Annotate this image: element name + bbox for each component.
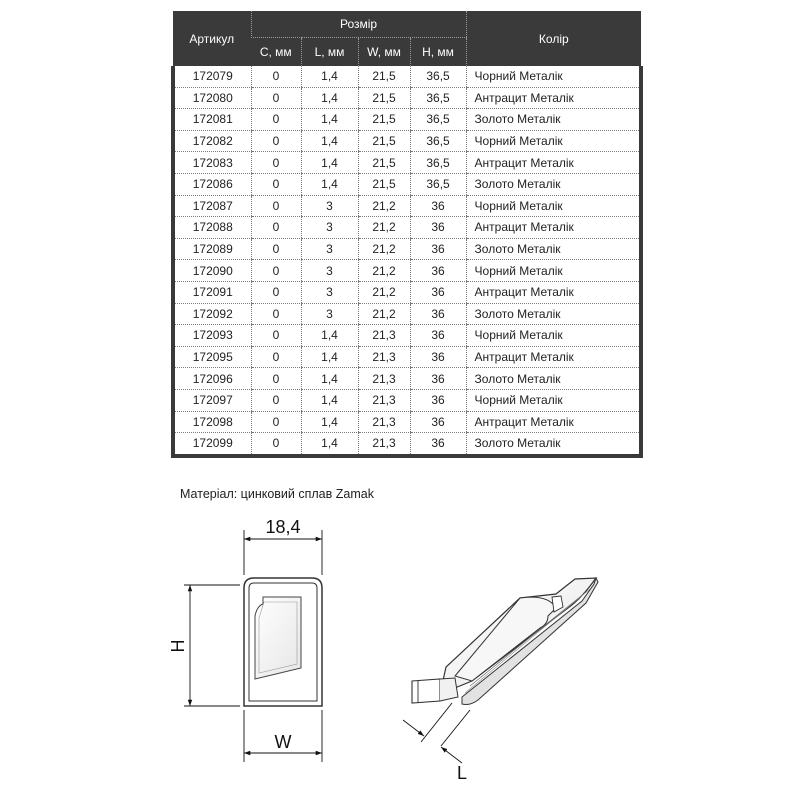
cell-l: 1,4 [301, 368, 358, 390]
cell-c: 0 [251, 238, 301, 260]
cell-c: 0 [251, 433, 301, 456]
dim-top-label: 18,4 [265, 517, 301, 537]
cell-article: 172083 [173, 152, 251, 174]
table-row [173, 152, 641, 174]
cell-color: Чорний Металік [466, 325, 641, 347]
dim-l-label: L [456, 763, 468, 783]
header-color: Колір [466, 11, 641, 66]
cell-article: 172098 [173, 411, 251, 433]
dim-width-label: W [274, 732, 292, 752]
cell-w: 21,5 [358, 87, 410, 109]
cell-color: Антрацит Металік [466, 411, 641, 433]
cell-article: 172080 [173, 87, 251, 109]
cell-article: 172090 [173, 260, 251, 282]
cell-h: 36 [410, 217, 466, 239]
cell-article: 172081 [173, 109, 251, 131]
table-row [173, 66, 641, 87]
cell-c: 0 [251, 260, 301, 282]
cell-c: 0 [251, 152, 301, 174]
table-row [173, 433, 641, 456]
dim-height-label: H [168, 639, 188, 653]
cell-l: 1,4 [301, 346, 358, 368]
cell-l: 1,4 [301, 87, 358, 109]
cell-w: 21,2 [358, 281, 410, 303]
table-row [173, 389, 641, 411]
cell-w: 21,3 [358, 411, 410, 433]
cell-c: 0 [251, 325, 301, 347]
cell-h: 36 [410, 325, 466, 347]
table-row [173, 346, 641, 368]
cell-color: Антрацит Металік [466, 152, 641, 174]
cell-w: 21,5 [358, 66, 410, 87]
cell-w: 21,5 [358, 173, 410, 195]
cell-h: 36,5 [410, 173, 466, 195]
cell-c: 0 [251, 303, 301, 325]
cell-w: 21,3 [358, 389, 410, 411]
cell-c: 0 [251, 87, 301, 109]
table-row [173, 173, 641, 195]
cell-w: 21,5 [358, 130, 410, 152]
cell-h: 36 [410, 195, 466, 217]
cell-c: 0 [251, 281, 301, 303]
cell-l: 1,4 [301, 130, 358, 152]
cell-article: 172087 [173, 195, 251, 217]
cell-color: Золото Металік [466, 368, 641, 390]
header-article: Артикул [173, 11, 251, 66]
cell-c: 0 [251, 195, 301, 217]
cell-article: 172091 [173, 281, 251, 303]
cell-color: Золото Металік [466, 173, 641, 195]
cell-l: 3 [301, 281, 358, 303]
cell-c: 0 [251, 130, 301, 152]
cell-w: 21,5 [358, 109, 410, 131]
cell-l: 1,4 [301, 325, 358, 347]
cell-w: 21,2 [358, 217, 410, 239]
cell-l: 1,4 [301, 152, 358, 174]
table-row [173, 238, 641, 260]
cell-article: 172097 [173, 389, 251, 411]
cell-h: 36,5 [410, 109, 466, 131]
table-row [173, 195, 641, 217]
cell-w: 21,2 [358, 303, 410, 325]
handle-mount-block [412, 679, 440, 703]
cell-h: 36 [410, 260, 466, 282]
cell-l: 1,4 [301, 389, 358, 411]
cell-article: 172086 [173, 173, 251, 195]
cell-h: 36,5 [410, 87, 466, 109]
cell-article: 172088 [173, 217, 251, 239]
cell-c: 0 [251, 411, 301, 433]
cell-c: 0 [251, 389, 301, 411]
cell-color: Золото Металік [466, 433, 641, 456]
cell-l: 3 [301, 238, 358, 260]
table-header [173, 11, 641, 66]
cell-h: 36 [410, 238, 466, 260]
cell-color: Чорний Металік [466, 130, 641, 152]
cell-color: Золото Металік [466, 109, 641, 131]
cell-article: 172082 [173, 130, 251, 152]
cell-w: 21,2 [358, 238, 410, 260]
cell-h: 36 [410, 281, 466, 303]
cell-c: 0 [251, 217, 301, 239]
cell-color: Чорний Металік [466, 66, 641, 87]
cell-color: Антрацит Металік [466, 87, 641, 109]
front-view [168, 517, 322, 762]
cell-h: 36 [410, 389, 466, 411]
cell-article: 172099 [173, 433, 251, 456]
cell-c: 0 [251, 66, 301, 87]
table-row [173, 325, 641, 347]
cell-article: 172093 [173, 325, 251, 347]
technical-drawing [0, 500, 800, 800]
cell-w: 21,3 [358, 368, 410, 390]
header-c: C, мм [251, 38, 301, 67]
cell-l: 1,4 [301, 433, 358, 456]
spec-table [171, 11, 643, 458]
header-size-group: Розмір [251, 11, 466, 38]
cell-color: Антрацит Металік [466, 281, 641, 303]
table-row [173, 411, 641, 433]
cell-color: Антрацит Металік [466, 346, 641, 368]
cell-w: 21,2 [358, 260, 410, 282]
cell-h: 36,5 [410, 152, 466, 174]
cell-h: 36 [410, 346, 466, 368]
table-row [173, 303, 641, 325]
cell-h: 36,5 [410, 66, 466, 87]
cell-color: Антрацит Металік [466, 217, 641, 239]
cell-l: 1,4 [301, 173, 358, 195]
cell-h: 36 [410, 433, 466, 456]
cell-color: Золото Металік [466, 303, 641, 325]
header-h: H, мм [410, 38, 466, 67]
cell-w: 21,3 [358, 325, 410, 347]
cell-w: 21,3 [358, 433, 410, 456]
cell-color: Чорний Металік [466, 389, 641, 411]
cell-c: 0 [251, 346, 301, 368]
material-note: Матеріал: цинковий сплав Zamak [180, 487, 374, 501]
cell-l: 1,4 [301, 411, 358, 433]
cell-h: 36 [410, 368, 466, 390]
cell-w: 21,2 [358, 195, 410, 217]
cell-article: 172095 [173, 346, 251, 368]
cell-h: 36 [410, 303, 466, 325]
cell-c: 0 [251, 109, 301, 131]
cell-c: 0 [251, 368, 301, 390]
table-row [173, 87, 641, 109]
table-row [173, 217, 641, 239]
table-body [173, 66, 641, 456]
cell-w: 21,5 [358, 152, 410, 174]
table-row [173, 260, 641, 282]
cell-article: 172089 [173, 238, 251, 260]
table-row [173, 281, 641, 303]
cell-l: 3 [301, 217, 358, 239]
cell-article: 172092 [173, 303, 251, 325]
cell-l: 3 [301, 260, 358, 282]
cell-c: 0 [251, 173, 301, 195]
cell-color: Чорний Металік [466, 260, 641, 282]
cell-h: 36,5 [410, 130, 466, 152]
header-w: W, мм [358, 38, 410, 67]
table-row [173, 368, 641, 390]
cell-h: 36 [410, 411, 466, 433]
cell-w: 21,3 [358, 346, 410, 368]
cell-color: Золото Металік [466, 238, 641, 260]
cell-article: 172096 [173, 368, 251, 390]
side-view [403, 578, 598, 783]
table-row [173, 130, 641, 152]
cell-l: 3 [301, 303, 358, 325]
cell-l: 3 [301, 195, 358, 217]
header-l: L, мм [301, 38, 358, 67]
cell-article: 172079 [173, 66, 251, 87]
cell-l: 1,4 [301, 66, 358, 87]
cell-l: 1,4 [301, 109, 358, 131]
table-row [173, 109, 641, 131]
cell-color: Чорний Металік [466, 195, 641, 217]
